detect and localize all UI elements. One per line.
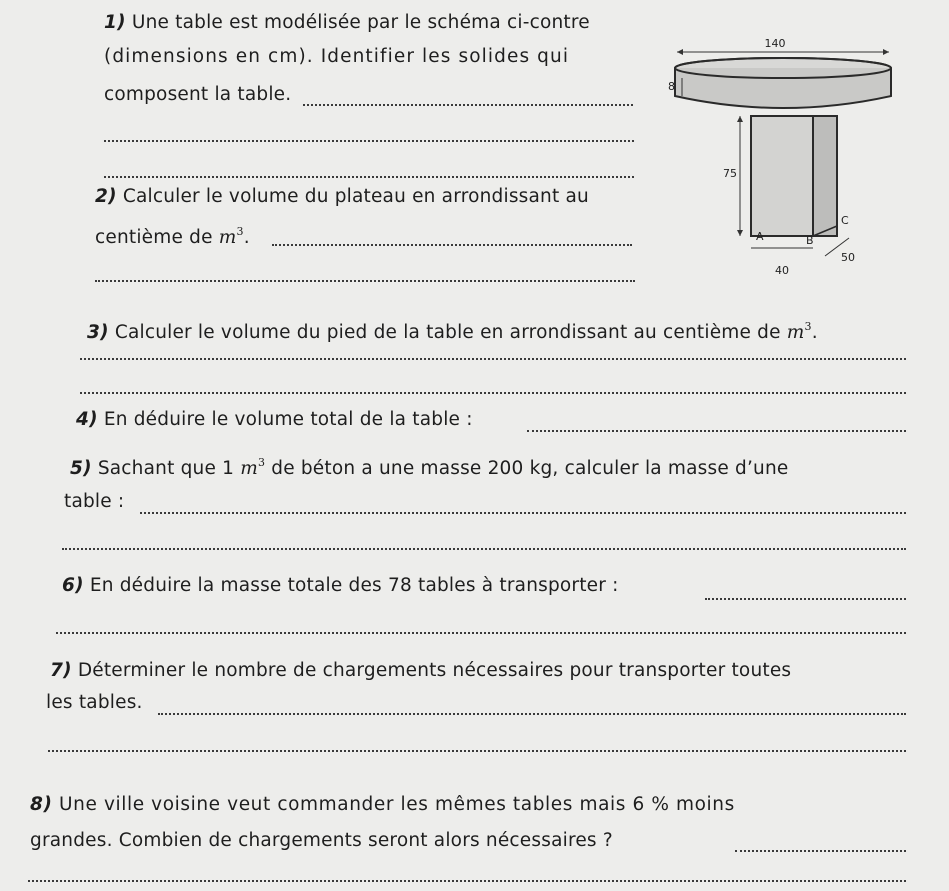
q5-line1 bbox=[70, 456, 788, 479]
answer-line[interactable] bbox=[80, 358, 906, 360]
q5-text-post: de béton a une masse 200 kg, calculer la masse d’une bbox=[271, 458, 789, 479]
table-diagram bbox=[655, 38, 895, 288]
answer-line[interactable] bbox=[735, 850, 906, 852]
answer-line[interactable] bbox=[56, 632, 906, 634]
answer-line[interactable] bbox=[48, 750, 906, 752]
q5-number: 5) bbox=[70, 458, 92, 479]
dim-diameter: 140 bbox=[764, 38, 786, 50]
q4-text: En déduire le volume total de la table : bbox=[103, 409, 473, 430]
q1-line3: composent la table. bbox=[104, 84, 292, 105]
q8-number: 8) bbox=[30, 794, 53, 815]
q4-number: 4) bbox=[76, 409, 98, 430]
answer-line[interactable] bbox=[705, 598, 906, 600]
answer-line[interactable] bbox=[28, 880, 906, 882]
tabletop-side bbox=[675, 68, 891, 108]
dim-thickness: 8 bbox=[668, 80, 675, 93]
pedestal-side bbox=[813, 116, 837, 236]
q6-text: En déduire la masse totale des 78 tables à transporter : bbox=[89, 575, 619, 596]
answer-line[interactable] bbox=[140, 512, 906, 514]
dim-height: 75 bbox=[723, 167, 737, 180]
label-a: A bbox=[756, 230, 764, 243]
q5-unit: $m^3$ bbox=[240, 456, 266, 479]
q1-text-line1: Une table est modélisée par le schéma ci-contre bbox=[131, 12, 590, 33]
q7-number: 7) bbox=[50, 660, 72, 681]
q6-line bbox=[62, 575, 619, 596]
q3-text: Calculer le volume du pied de la table en arrondissant au centième de bbox=[114, 322, 781, 343]
arrow-up-icon bbox=[737, 116, 743, 122]
label-c: C bbox=[841, 214, 849, 227]
q2-unit: $m^3$ bbox=[218, 225, 244, 248]
q1-line2: (dimensions en cm). Identifier les solides qui bbox=[104, 46, 570, 67]
dim-depth: 50 bbox=[841, 251, 855, 264]
q2-number: 2) bbox=[95, 186, 117, 207]
q8-text-line1: Une ville voisine veut commander les mêmes tables mais 6 % moins bbox=[59, 794, 735, 815]
q5-line2: table : bbox=[64, 491, 125, 512]
pedestal-front bbox=[751, 116, 813, 236]
q6-number: 6) bbox=[62, 575, 84, 596]
q8-line2: grandes. Combien de chargements seront alors nécessaires ? bbox=[30, 830, 613, 851]
answer-line[interactable] bbox=[272, 244, 632, 246]
arrow-down-icon bbox=[737, 230, 743, 236]
q3-number: 3) bbox=[87, 322, 109, 343]
answer-line[interactable] bbox=[104, 140, 634, 142]
arrow-right-icon bbox=[883, 49, 889, 55]
q7-line1 bbox=[50, 660, 791, 681]
q7-line2: les tables. bbox=[46, 692, 143, 713]
q1-line1 bbox=[104, 12, 590, 33]
answer-line[interactable] bbox=[80, 392, 906, 394]
dim-base: 40 bbox=[775, 264, 789, 277]
q1-number: 1) bbox=[104, 12, 126, 33]
q2-line2: centième de $m^3$. bbox=[95, 225, 250, 248]
q3-unit: $m^3$ bbox=[786, 320, 812, 343]
answer-line[interactable] bbox=[95, 280, 635, 282]
q5-text-pre: Sachant que 1 bbox=[97, 458, 235, 479]
answer-line[interactable] bbox=[158, 713, 906, 715]
answer-line[interactable] bbox=[104, 176, 634, 178]
answer-line[interactable] bbox=[303, 104, 633, 106]
q2-text-line1: Calculer le volume du plateau en arrondissant au bbox=[122, 186, 589, 207]
q2-text-line2: centième de bbox=[95, 227, 213, 248]
label-b: B bbox=[806, 234, 814, 247]
answer-line[interactable] bbox=[62, 548, 906, 550]
q3-line: 3) Calculer le volume du pied de la table en arrondissant au centième de $m^3$. bbox=[87, 320, 818, 343]
arrow-left-icon bbox=[677, 49, 683, 55]
q7-text-line1: Déterminer le nombre de chargements nécessaires pour transporter toutes bbox=[77, 660, 792, 681]
q4-line bbox=[76, 409, 473, 430]
q8-line1 bbox=[30, 794, 735, 815]
answer-line[interactable] bbox=[527, 430, 906, 432]
q2-line1 bbox=[95, 186, 589, 207]
